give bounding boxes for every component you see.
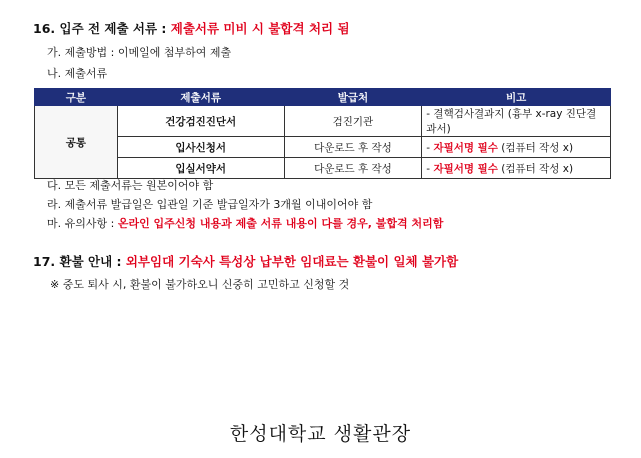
section-17-warning: 외부임대 기숙사 특성상 납부한 임대료는 환불이 일체 불가함 [125, 254, 459, 269]
remarks-text: - [426, 141, 434, 154]
table-row [35, 106, 611, 137]
doc-cell: 입사신청서 [117, 137, 284, 158]
remarks-cell [422, 158, 611, 179]
table-row [35, 137, 611, 158]
section-16-title [33, 19, 350, 37]
refund-note: ※ 중도 퇴사 시, 환불이 불가하오니 신중히 고민하고 신청할 것 [50, 278, 350, 291]
table-row [35, 158, 611, 179]
caution-warning: 온라인 입주신청 내용과 제출 서류 내용이 다를 경우, 불합격 처리함 [117, 217, 444, 230]
signature-line: 한성대학교 생활관장 [229, 423, 412, 445]
signature-required-text: 자필서명 필수 [433, 162, 498, 175]
caution-label: 마. 유의사항 : [47, 217, 118, 230]
documents-table [34, 88, 611, 179]
header-category: 구분 [35, 89, 118, 106]
original-docs-line: 다. 모든 제출서류는 원본이어야 함 [47, 179, 214, 192]
remarks-text: - 결핵검사결과지 (흉부 x-ray 진단결과서) [426, 108, 597, 135]
doc-cell: 건강검진진단서 [117, 106, 284, 137]
submit-method-line: 가. 제출방법 : 이메일에 첨부하여 제출 [47, 46, 232, 59]
header-issuer: 발급처 [284, 89, 422, 106]
section-17-title-text: 17. 환불 안내 : [33, 254, 126, 269]
caution-line [47, 215, 443, 231]
doc-cell: 입실서약서 [117, 158, 284, 179]
section-16-title-text: 16. 입주 전 제출 서류 : [33, 21, 171, 36]
issuer-cell: 다운로드 후 작성 [284, 137, 422, 158]
header-document: 제출서류 [117, 89, 284, 106]
table-header-row [35, 89, 611, 106]
signature-required-text: 자필서명 필수 [433, 141, 498, 154]
remarks-suffix: (컴퓨터 작성 x) [497, 162, 574, 175]
issue-date-line: 라. 제출서류 발급일은 입관일 기준 발급일자가 3개월 이내이어야 함 [47, 198, 373, 211]
submit-docs-label: 나. 제출서류 [47, 67, 108, 80]
remarks-text: - [426, 162, 434, 175]
remarks-cell [422, 106, 611, 137]
section-17-title [33, 252, 458, 270]
remarks-suffix: (컴퓨터 작성 x) [497, 141, 574, 154]
issuer-cell: 다운로드 후 작성 [284, 158, 422, 179]
header-remarks: 비고 [422, 89, 611, 106]
group-cell: 공통 [35, 106, 118, 179]
remarks-cell [422, 137, 611, 158]
section-16-warning: 제출서류 미비 시 불합격 처리 됨 [170, 21, 350, 36]
issuer-cell: 검진기관 [284, 106, 422, 137]
